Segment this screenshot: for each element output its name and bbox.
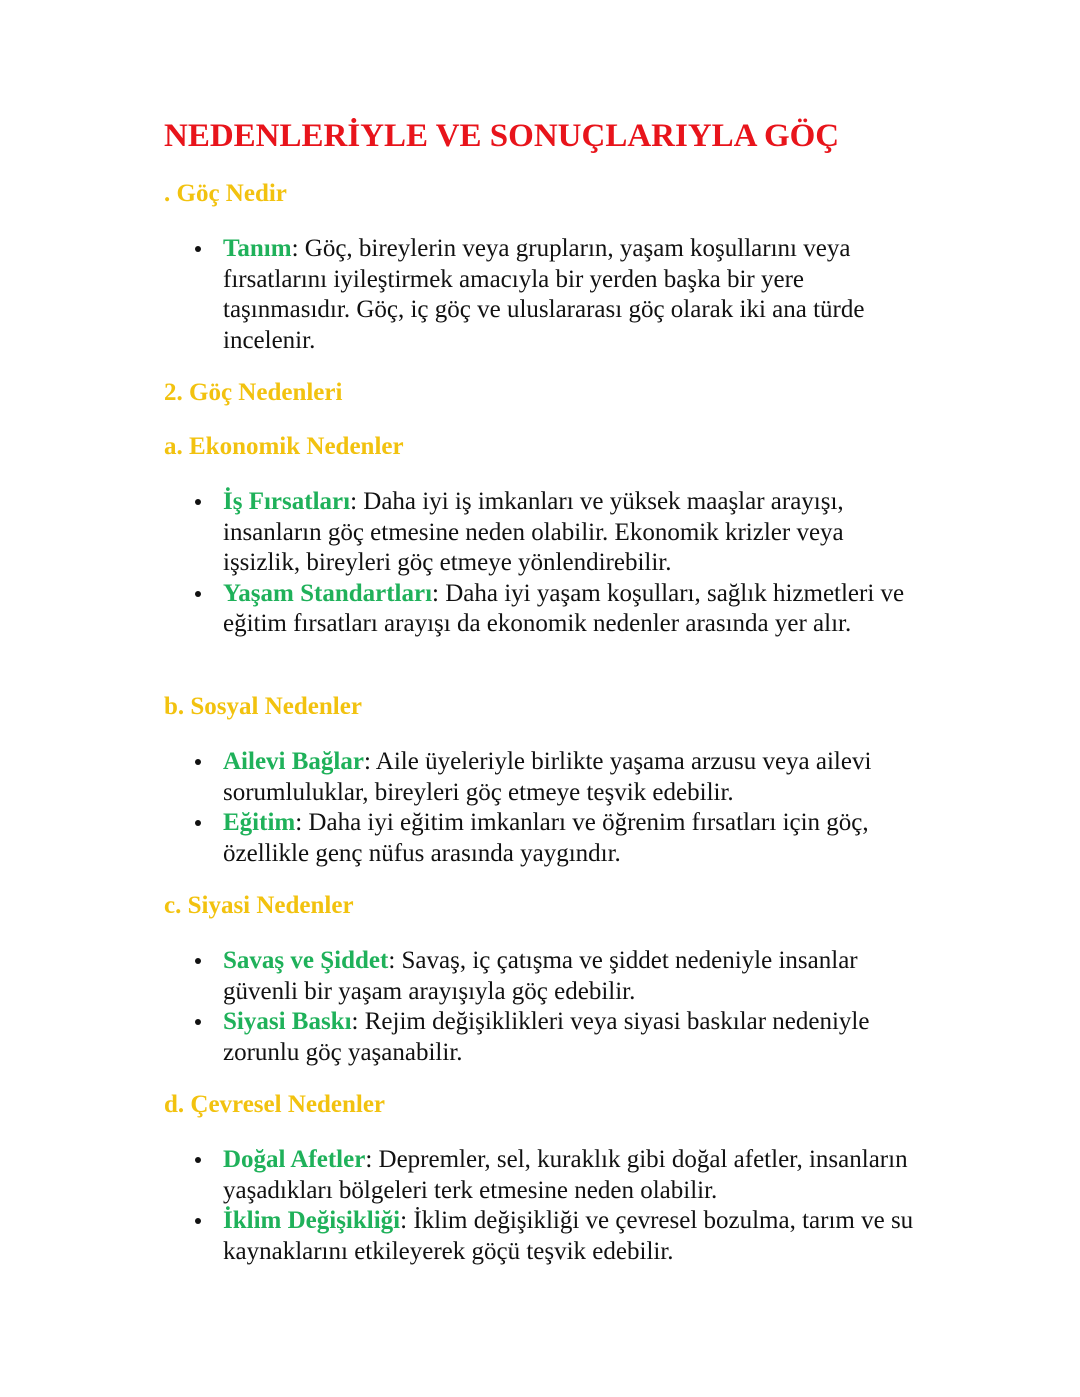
- list-item: [0, 234, 923, 356]
- term-label: İklim Değişikliği: [223, 1207, 401, 1234]
- bullet-icon: [195, 820, 201, 826]
- bullet-list: [0, 946, 923, 1068]
- bullet-icon: [195, 591, 201, 597]
- item-text: : Depremler, sel, kuraklık gibi doğal afetler, insanların yaşadıkları bölgeleri terk etmesine neden olabilir.: [223, 1146, 908, 1204]
- list-item: [0, 946, 923, 1007]
- item-text: : Daha iyi iş imkanları ve yüksek maaşlar arayışı, insanların göç etmesine neden olabilir. Ekonomik krizler veya işsizlik, bireyleri göç etmeye yönlendirebilir.: [223, 488, 844, 576]
- bullet-icon: [195, 759, 201, 765]
- list-item: [0, 1145, 923, 1206]
- item-text: : Rejim değişiklikleri veya siyasi baskılar nedeniyle zorunlu göç yaşanabilir.: [223, 1008, 870, 1066]
- bullet-icon: [195, 1019, 201, 1025]
- term-label: Siyasi Baskı: [223, 1008, 352, 1035]
- item-text: : Göç, bireylerin veya grupların, yaşam koşullarını veya fırsatlarını iyileştirmek amacıyla bir yerden başka bir yere taşınmasıdır. Göç, iç göç ve uluslararası göç olarak iki ana türde incelenir.: [223, 235, 865, 354]
- bullet-icon: [195, 499, 201, 505]
- bullet-list: [0, 747, 923, 869]
- item-text: : Daha iyi yaşam koşulları, sağlık hizmetleri ve eğitim fırsatları arayışı da ekonomik nedenler arasında yer alır.: [223, 579, 905, 637]
- bullet-icon: [195, 1157, 201, 1163]
- item-text: : Savaş, iç çatışma ve şiddet nedeniyle insanlar güvenli bir yaşam arayışıyla göç edebilir.: [223, 947, 858, 1005]
- bullet-list: [0, 1145, 923, 1267]
- term-label: Eğitim: [223, 809, 296, 836]
- section-heading-siyasi: c. Siyasi Nedenler: [164, 892, 354, 919]
- bullet-icon: [195, 958, 201, 964]
- section-heading-goc-nedir: . Göç Nedir: [164, 180, 287, 207]
- bullet-icon: [195, 246, 201, 252]
- bullet-list: [0, 234, 923, 356]
- term-label: Tanım: [223, 235, 292, 262]
- list-item: [0, 747, 923, 808]
- list-item: [0, 808, 923, 869]
- list-item: [0, 1007, 923, 1068]
- section-heading-goc-nedenleri: 2. Göç Nedenleri: [164, 379, 343, 406]
- item-text: : Aile üyeleriyle birlikte yaşama arzusu veya ailevi sorumluluklar, bireyleri göç etmeye teşvik edebilir.: [223, 748, 872, 806]
- item-text: : Daha iyi eğitim imkanları ve öğrenim fırsatları için göç, özellikle genç nüfus arasında yaygındır.: [223, 809, 869, 867]
- bullet-icon: [195, 1218, 201, 1224]
- term-label: Ailevi Bağlar: [223, 748, 364, 775]
- list-item: [0, 487, 923, 579]
- term-label: İş Fırsatları: [223, 488, 351, 515]
- item-text: : İklim değişikliği ve çevresel bozulma, tarım ve su kaynaklarını etkileyerek göçü teşvik edebilir.: [223, 1207, 914, 1265]
- document-title: NEDENLERİYLE VE SONUÇLARIYLA GÖÇ: [164, 118, 840, 154]
- list-item: [0, 579, 923, 640]
- list-item: [0, 1206, 923, 1267]
- term-label: Doğal Afetler: [223, 1146, 366, 1173]
- section-heading-sosyal: b. Sosyal Nedenler: [164, 693, 362, 720]
- section-heading-cevresel: d. Çevresel Nedenler: [164, 1091, 386, 1118]
- term-label: Savaş ve Şiddet: [223, 947, 389, 974]
- section-heading-ekonomik: a. Ekonomik Nedenler: [164, 433, 404, 460]
- bullet-list: [0, 487, 923, 640]
- term-label: Yaşam Standartları: [223, 579, 433, 607]
